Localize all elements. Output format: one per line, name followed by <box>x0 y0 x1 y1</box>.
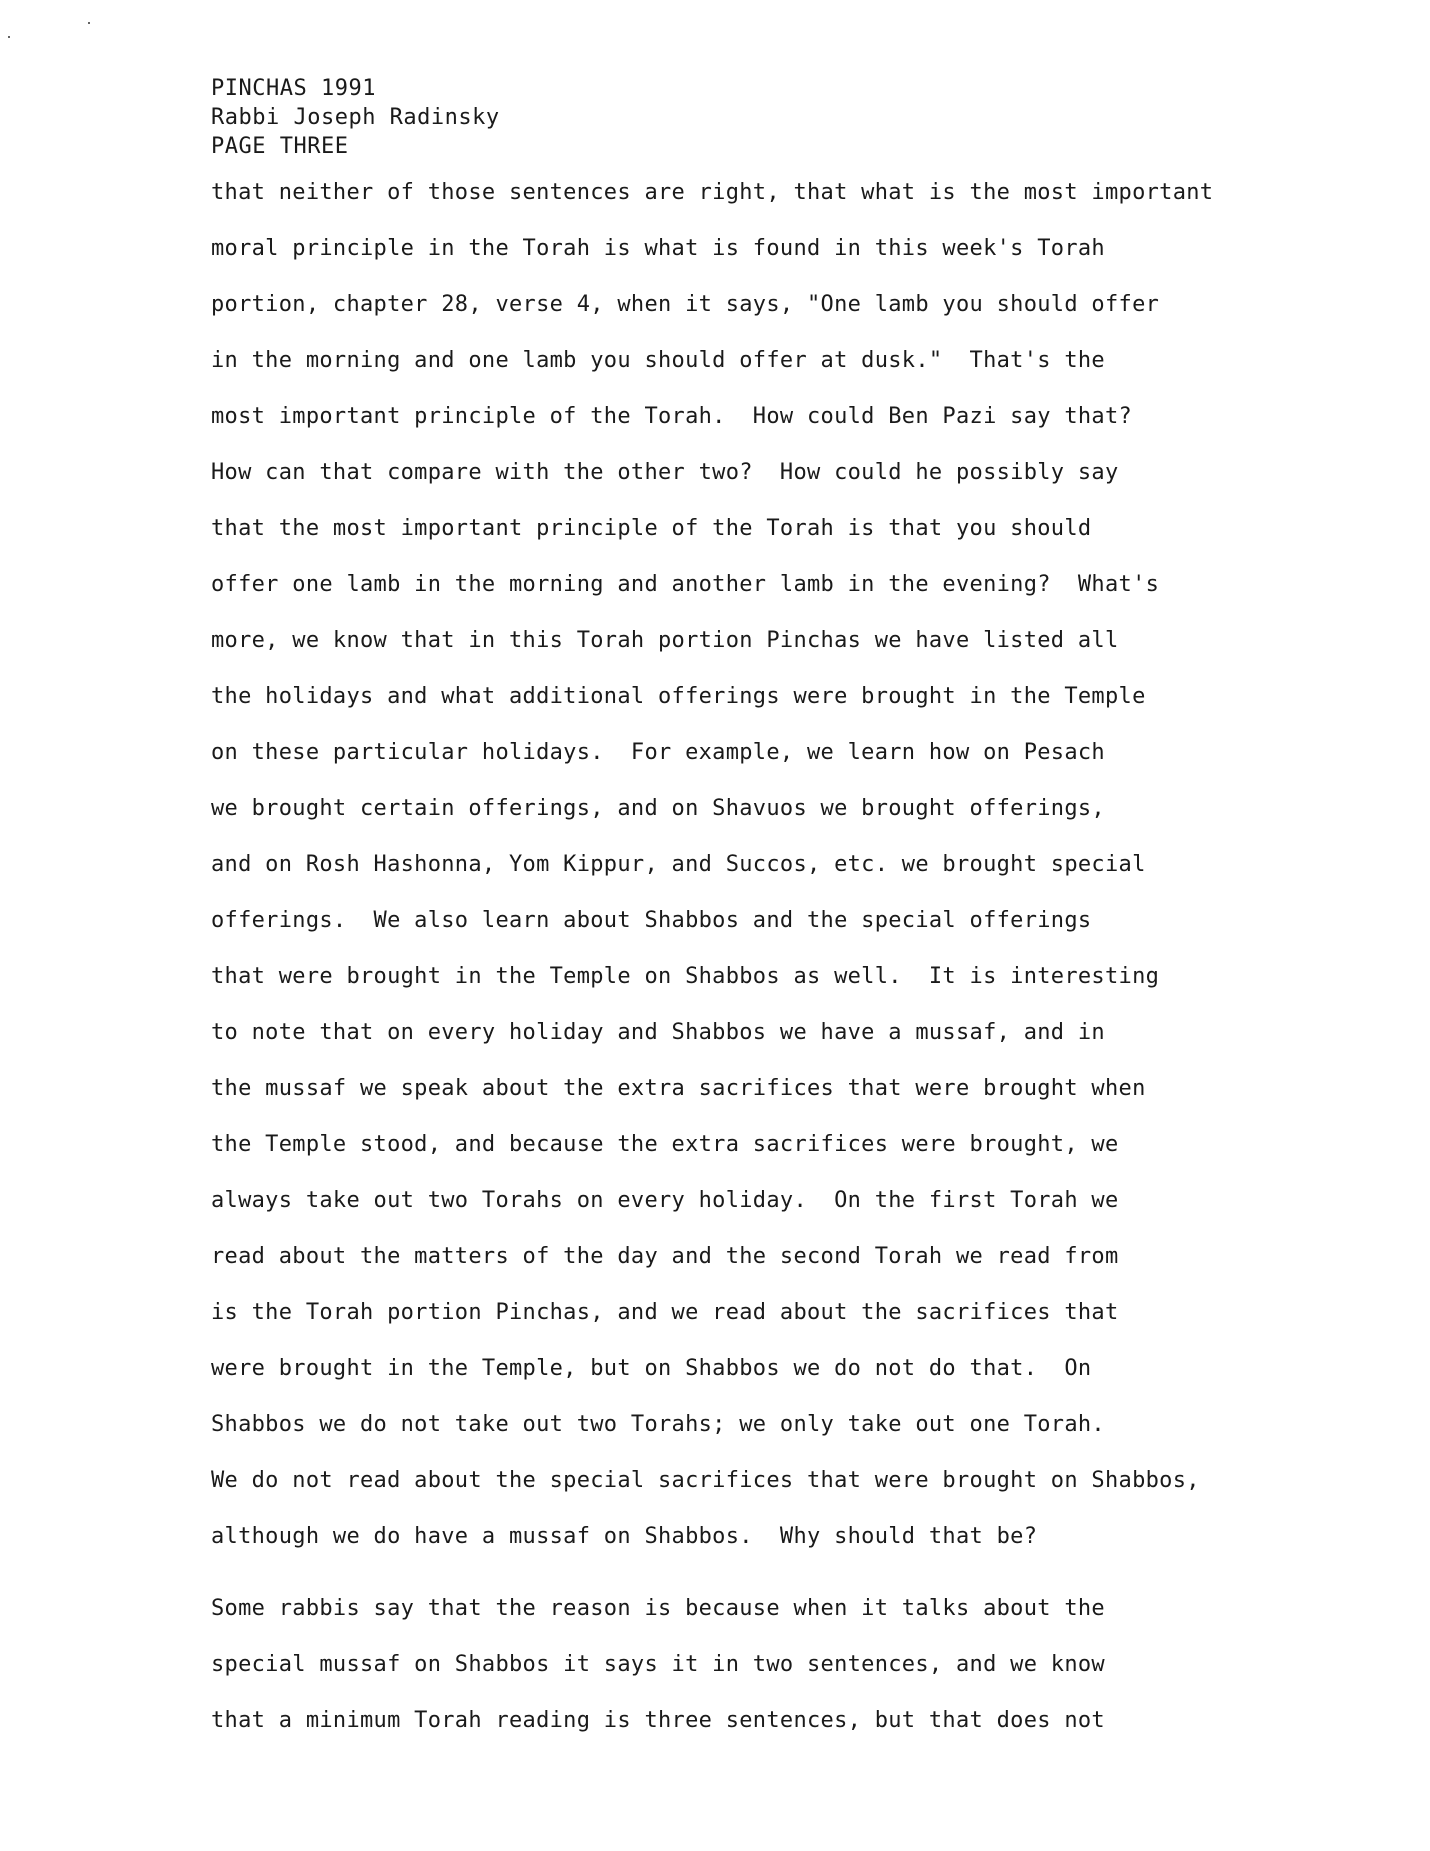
text-line: in the morning and one lamb you should offer at dusk." That's the <box>211 348 1105 373</box>
text-line: Some rabbis say that the reason is because when it talks about the <box>211 1596 1105 1621</box>
text-line: portion, chapter 28, verse 4, when it says, "One lamb you should offer <box>211 292 1160 317</box>
text-line: we brought certain offerings, and on Shavuos we brought offerings, <box>211 796 1105 821</box>
text-line: We do not read about the special sacrifices that were brought on Shabbos, <box>211 1468 1200 1493</box>
text-line: read about the matters of the day and the second Torah we read from <box>211 1244 1119 1269</box>
text-line: the Temple stood, and because the extra sacrifices were brought, we <box>211 1132 1119 1157</box>
header-title: PINCHAS 1991 <box>211 76 376 101</box>
text-line: and on Rosh Hashonna, Yom Kippur, and Succos, etc. we brought special <box>211 852 1146 877</box>
text-line: the mussaf we speak about the extra sacrifices that were brought when <box>211 1076 1146 1101</box>
text-line: is the Torah portion Pinchas, and we read about the sacrifices that <box>211 1300 1119 1325</box>
text-line: were brought in the Temple, but on Shabbos we do not do that. On <box>211 1356 1092 1381</box>
text-line: special mussaf on Shabbos it says it in two sentences, and we know <box>211 1652 1105 1677</box>
text-line: most important principle of the Torah. How could Ben Pazi say that? <box>211 404 1133 429</box>
paragraph <box>211 1594 1331 1762</box>
text-line: on these particular holidays. For example, we learn how on Pesach <box>211 740 1105 765</box>
text-line: Shabbos we do not take out two Torahs; we only take out one Torah. <box>211 1412 1105 1437</box>
text-line: moral principle in the Torah is what is found in this week's Torah <box>211 236 1105 261</box>
text-line: offerings. We also learn about Shabbos and the special offerings <box>211 908 1092 933</box>
scan-speck <box>88 22 90 24</box>
text-line: although we do have a mussaf on Shabbos. Why should that be? <box>211 1524 1038 1549</box>
text-line: that neither of those sentences are right, that what is the most important <box>211 180 1214 205</box>
text-line: always take out two Torahs on every holiday. On the first Torah we <box>211 1188 1119 1213</box>
header-author: Rabbi Joseph Radinsky <box>211 105 500 130</box>
text-line: that the most important principle of the Torah is that you should <box>211 516 1092 541</box>
paragraph-gap <box>211 1578 1331 1594</box>
text-line: more, we know that in this Torah portion Pinchas we have listed all <box>211 628 1119 653</box>
text-line: to note that on every holiday and Shabbos we have a mussaf, and in <box>211 1020 1105 1045</box>
scan-speck <box>8 36 10 38</box>
text-line: How can that compare with the other two? How could he possibly say <box>211 460 1119 485</box>
text-line: the holidays and what additional offerings were brought in the Temple <box>211 684 1146 709</box>
text-line: that were brought in the Temple on Shabbos as well. It is interesting <box>211 964 1160 989</box>
header-page-number: PAGE THREE <box>211 134 349 159</box>
page-header <box>211 74 500 161</box>
text-line: offer one lamb in the morning and another lamb in the evening? What's <box>211 572 1160 597</box>
text-line: that a minimum Torah reading is three sentences, but that does not <box>211 1708 1105 1733</box>
paragraph <box>211 178 1331 1578</box>
document-body <box>211 178 1331 1762</box>
